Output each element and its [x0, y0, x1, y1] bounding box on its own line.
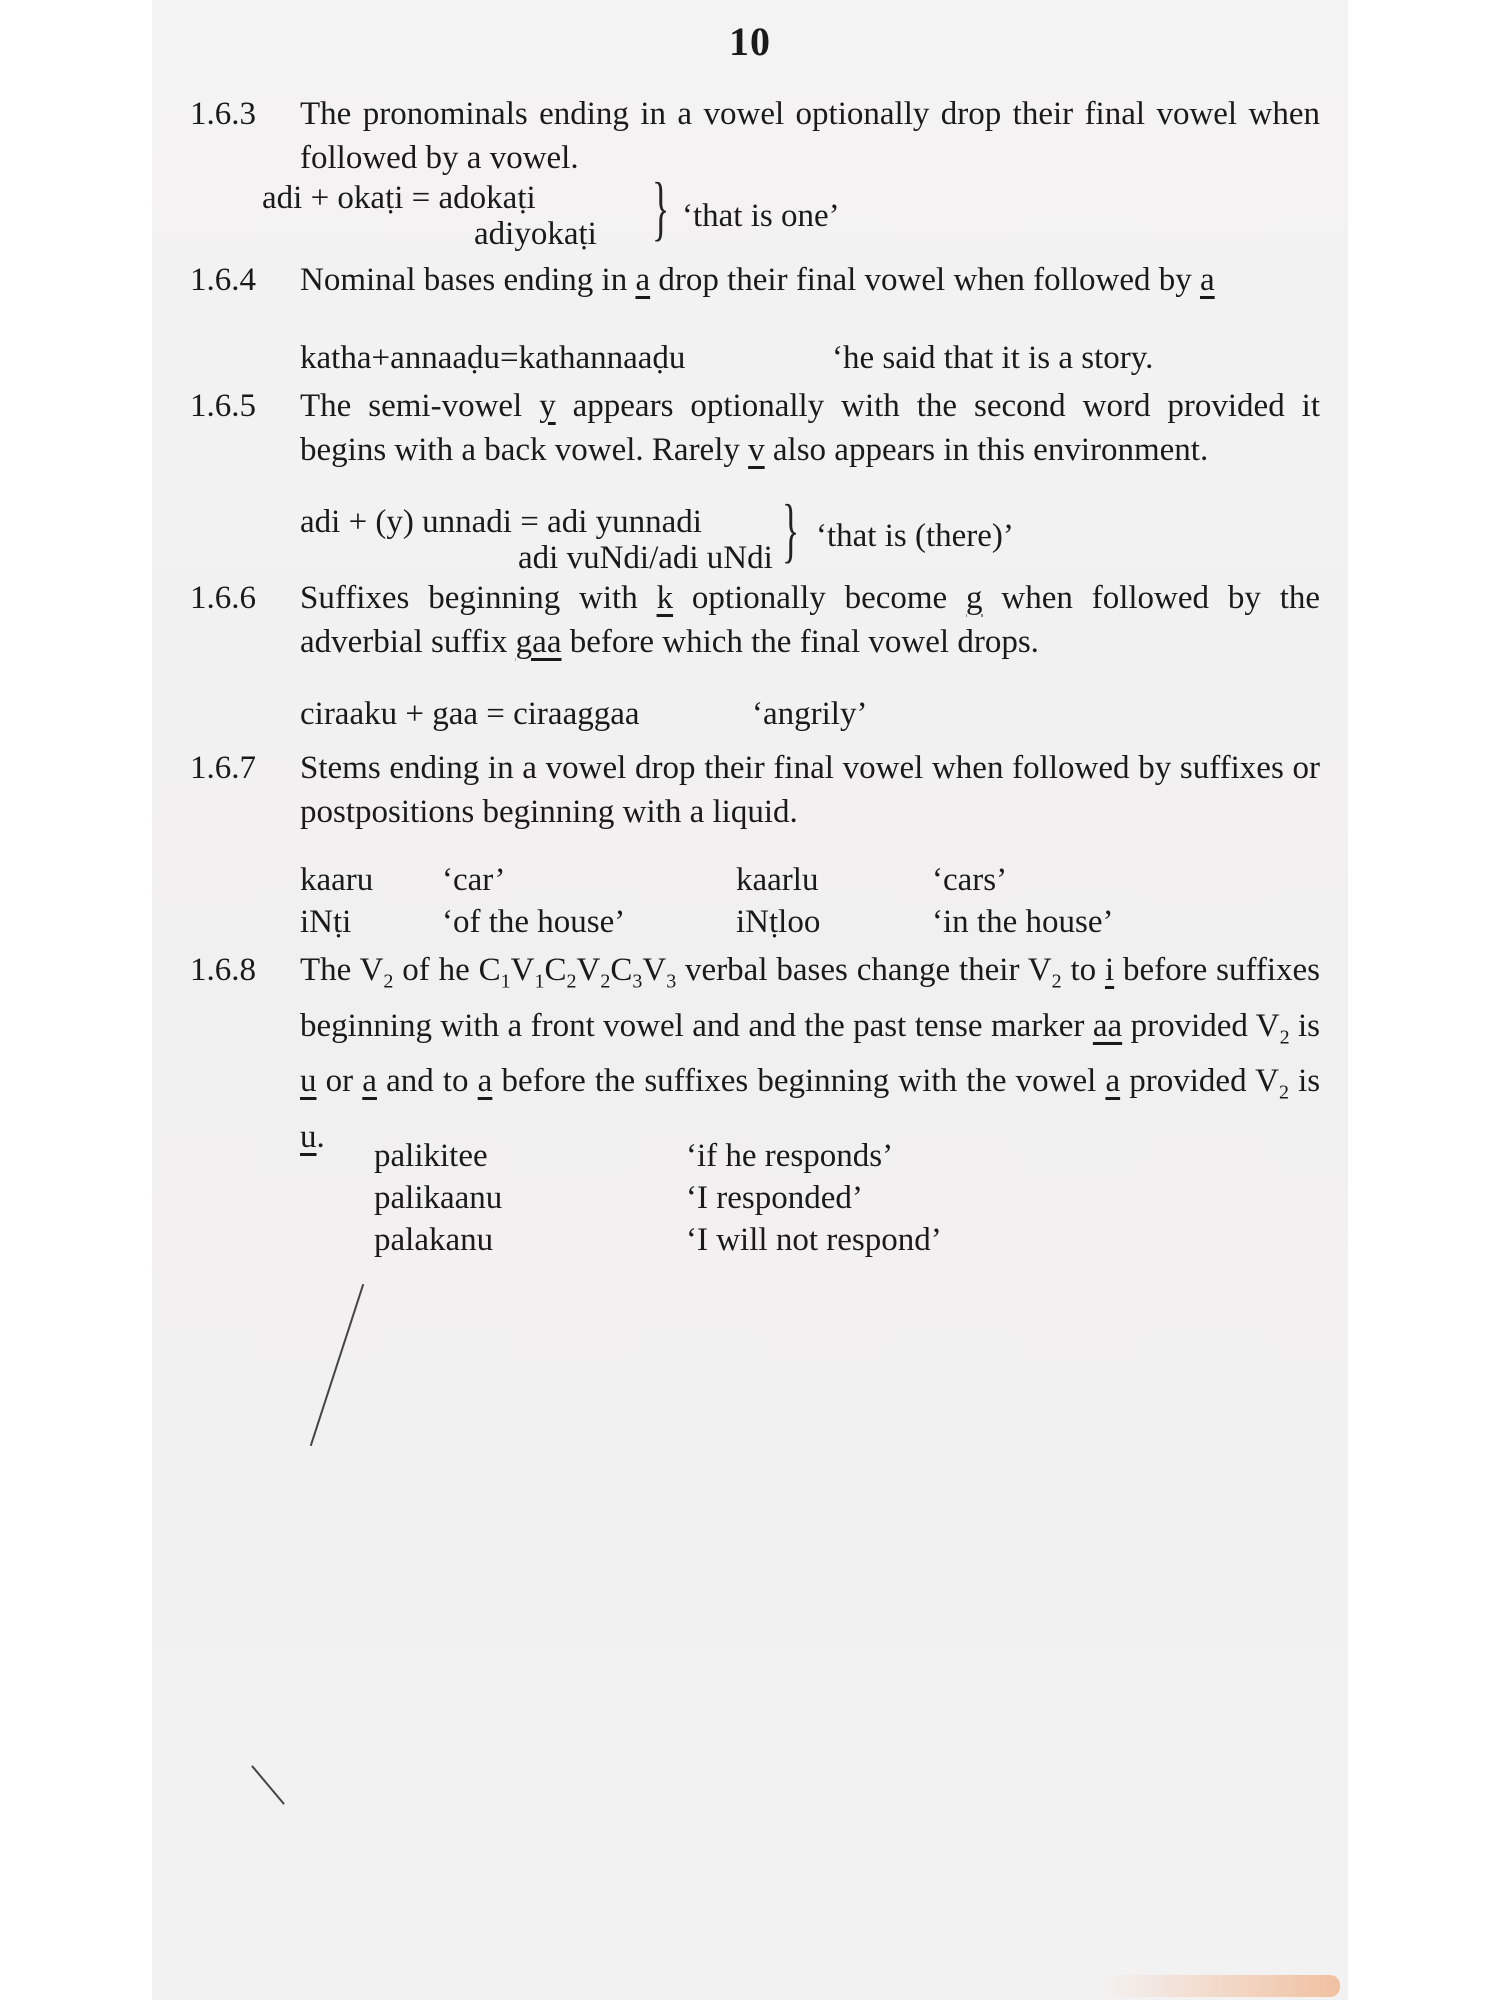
section-number: 1.6.5 — [190, 388, 256, 424]
example-line: adiyokaṭi — [474, 216, 597, 252]
example-line: adi + okaṭi = adokaṭi — [262, 180, 536, 216]
section-text: Nominal bases ending in a drop their final vowel when followed by a — [300, 262, 1215, 298]
underlined-letter: u — [300, 1063, 317, 1100]
example-gloss: ‘in the house’ — [932, 904, 1114, 940]
underlined-letter: a — [1199, 262, 1215, 298]
underlined-letter: a — [1105, 1063, 1121, 1100]
pen-mark — [310, 1284, 364, 1446]
example-gloss: ‘car’ — [442, 862, 506, 898]
page-smudge — [1100, 1975, 1340, 1997]
section-text: Stems ending in a vowel drop their final vowel when followed by suffixes or postpositions beginning with a liquid. — [300, 750, 1320, 830]
underlined-suffix: gaa — [515, 624, 562, 660]
underlined-letter: a — [477, 1063, 493, 1100]
example-gloss: ‘angrily’ — [752, 696, 868, 732]
section-number: 1.6.4 — [190, 262, 256, 298]
underlined-letter: v — [748, 432, 765, 468]
book-page — [152, 0, 1348, 2000]
section-number: 1.6.7 — [190, 750, 256, 786]
section-text: Suffixes beginning with k optionally become g when followed by the adverbial suffix gaa before which the final vowel drops. — [300, 580, 1321, 660]
underlined-letter: g — [966, 580, 983, 616]
section-text: The semi-vowel y appears optionally with the second word provided it begins with a back vowel. Rarely v also appears in this environment. — [300, 388, 1320, 468]
example-line: adi + (y) unnadi = adi yunnadi — [300, 504, 702, 540]
section-number: 1.6.8 — [190, 952, 256, 988]
underlined-letter: i — [1104, 952, 1115, 988]
example-word: palikitee — [374, 1138, 488, 1174]
example-word: palakanu — [374, 1222, 494, 1258]
underlined-letter: a — [362, 1063, 377, 1100]
example-gloss: ‘if he responds’ — [686, 1138, 894, 1174]
example-word: kaaru — [300, 862, 374, 898]
underlined-letter: k — [656, 580, 674, 616]
underlined-letter: u — [300, 1118, 317, 1155]
example-gloss: ‘I will not respond’ — [686, 1222, 942, 1258]
section-number: 1.6.3 — [190, 96, 256, 132]
example-gloss: ‘cars’ — [932, 862, 1008, 898]
underlined-marker: aa — [1092, 1007, 1123, 1044]
example-word: iNṭi — [300, 904, 352, 940]
section-text: The $V_2$ of he $C_1V_1C_2V_2C_3V_3$ verbal bases change their $V_2$ to i before suffixes beginning with a front vowel and and the past tense marker aa provided $V_2$ is u or a and to a before the suffixes beginning with the vowel a provided $V_2$ is u. — [300, 952, 1321, 1155]
brace: } — [652, 168, 670, 248]
example-word: kaarlu — [736, 862, 819, 898]
example-gloss: ‘that is one’ — [682, 198, 840, 234]
underlined-letter: a — [635, 262, 651, 298]
example-word: palikaanu — [374, 1180, 503, 1216]
section-number: 1.6.6 — [190, 580, 256, 616]
example-line: adi vuNdi/adi uNdi — [518, 540, 773, 576]
section-text: The pronominals ending in a vowel optionally drop their final vowel when followed by a vowel. — [300, 96, 1320, 176]
example-gloss: ‘he said that it is a story. — [832, 340, 1154, 376]
example-word: iNṭloo — [736, 904, 821, 940]
section-1-6-3 — [190, 92, 1320, 182]
example-line: ciraaku + gaa = ciraaggaa — [300, 696, 640, 732]
brace: } — [782, 490, 800, 570]
example-gloss: ‘I responded’ — [686, 1180, 863, 1216]
section-1-6-8 — [190, 948, 1321, 1155]
section-1-6-6 — [190, 576, 1320, 708]
pen-mark — [251, 1765, 285, 1805]
example-gloss: ‘that is (there)’ — [816, 518, 1014, 554]
example-gloss: ‘of the house’ — [442, 904, 626, 940]
underlined-letter: y — [539, 388, 556, 424]
example-line: katha+annaaḍu=kathannaaḍu — [300, 340, 686, 376]
section-1-6-5 — [190, 384, 1320, 516]
page-number: 10 — [729, 19, 771, 64]
section-1-6-4 — [190, 258, 1320, 348]
